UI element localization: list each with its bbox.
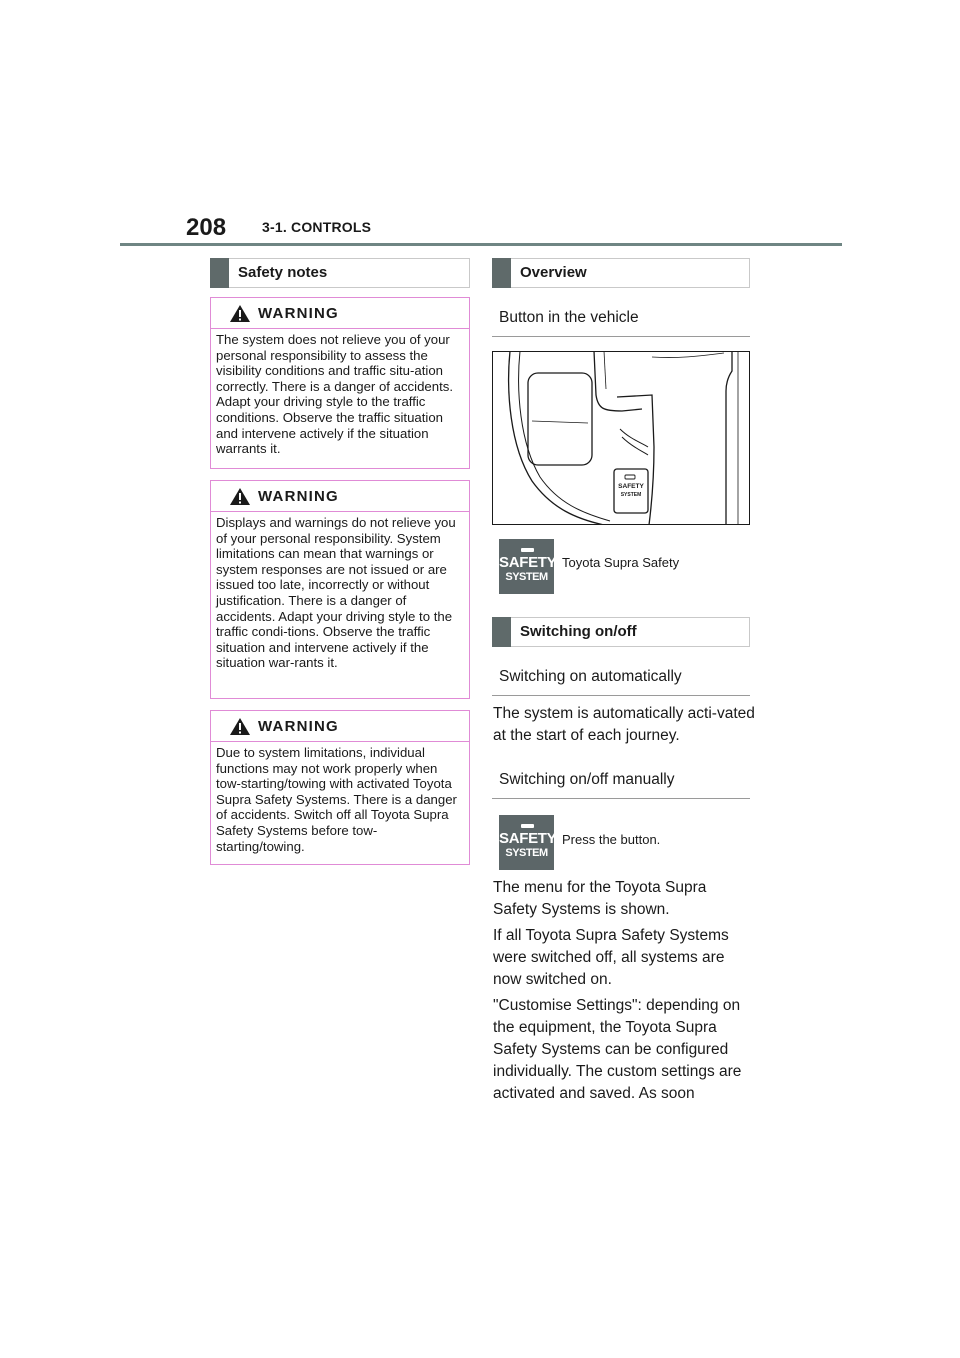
warning-title: WARNING [258, 488, 339, 505]
warning-triangle-icon [229, 487, 251, 506]
safety-system-icon [499, 815, 557, 870]
warning-text: The system does not relieve you of your personal responsibility to assess the visibility conditions and traffic situ-ation correctly. There is a danger of accidents. Adapt your driving style to the traffic conditions. Observe the traffic situation and intervene actively if the situation warrants it. [216, 332, 454, 457]
paragraph-auto: The system is automatically acti-vated at the start of each journey. [493, 705, 755, 744]
warning-text: Due to system limitations, individual functions may not work properly when tow-starting/towing with activated Toyota Supra Safety Systems. There is a danger of accidents. Switch off all Toyota Supra Safety Systems before tow-starting/towing. [216, 745, 457, 854]
warning-title: WARNING [258, 718, 339, 735]
paragraph-all-switched-on: If all Toyota Supra Safety Systems were switched off, all systems are now switched on. [493, 927, 729, 988]
safety-system-icon-led [521, 548, 534, 552]
subhead-switching-manually [492, 769, 750, 799]
warning-title: WARNING [258, 305, 339, 322]
warning-triangle-icon [229, 717, 251, 736]
paragraph-customise-settings: "Customise Settings": depending on the equipment, the Toyota Supra Safety Systems can be configured individually. The custom settings are activated and saved. As soon [493, 997, 742, 1102]
subhead-text: Button in the vehicle [499, 309, 639, 326]
warning-box-1 [210, 297, 470, 469]
subhead-text: Switching on automatically [499, 668, 682, 685]
section-switching [492, 617, 750, 647]
center-console-illustration [492, 351, 750, 525]
safety-icon-label-line2: SYSTEM [505, 847, 548, 859]
section-title: Switching on/off [520, 623, 637, 640]
safety-icon-label-line1: SAFETY [499, 554, 557, 571]
section-overview [492, 258, 750, 288]
section-marker [492, 617, 511, 647]
safety-system-icon-led [521, 824, 534, 828]
section-safety-notes [210, 258, 470, 288]
paragraph-menu-shown: The menu for the Toyota Supra Safety Systems is shown. [493, 879, 707, 918]
section-title: Safety notes [238, 264, 328, 281]
illustration-button-label-line1: SAFETY [618, 483, 644, 490]
subhead-text: Switching on/off manually [499, 771, 675, 788]
section-title: Overview [520, 264, 587, 281]
section-marker [210, 258, 229, 288]
subhead-switching-on-automatically [492, 666, 750, 696]
icon-caption: Toyota Supra Safety [562, 555, 680, 570]
warning-box-2 [210, 480, 470, 699]
warning-header [211, 298, 469, 329]
icon-caption: Press the button. [562, 832, 661, 847]
warning-header [211, 711, 469, 742]
section-marker [492, 258, 511, 288]
chapter-title: 3-1. CONTROLS [262, 219, 372, 235]
subhead-button-in-vehicle [492, 307, 750, 337]
safety-icon-label-line1: SAFETY [499, 830, 557, 847]
illustration-button-label-line2: SYSTEM [620, 492, 642, 498]
safety-icon-label-line2: SYSTEM [505, 571, 548, 583]
warning-text: Displays and warnings do not relieve you of your personal responsibility. System limitations can mean that warnings or system responses are not issued or are issued too late, incorrectly or without justification. There is a danger of accidents. Adapt your driving style to the traffic condi-tions. Observe the traffic situation and intervene actively if the situation war-rants it. [216, 515, 456, 671]
warning-header [211, 481, 469, 512]
header-rule [120, 243, 842, 246]
page-number: 208 [186, 214, 227, 241]
warning-box-3 [210, 710, 470, 865]
safety-system-icon [499, 539, 557, 594]
warning-triangle-icon [229, 304, 251, 323]
